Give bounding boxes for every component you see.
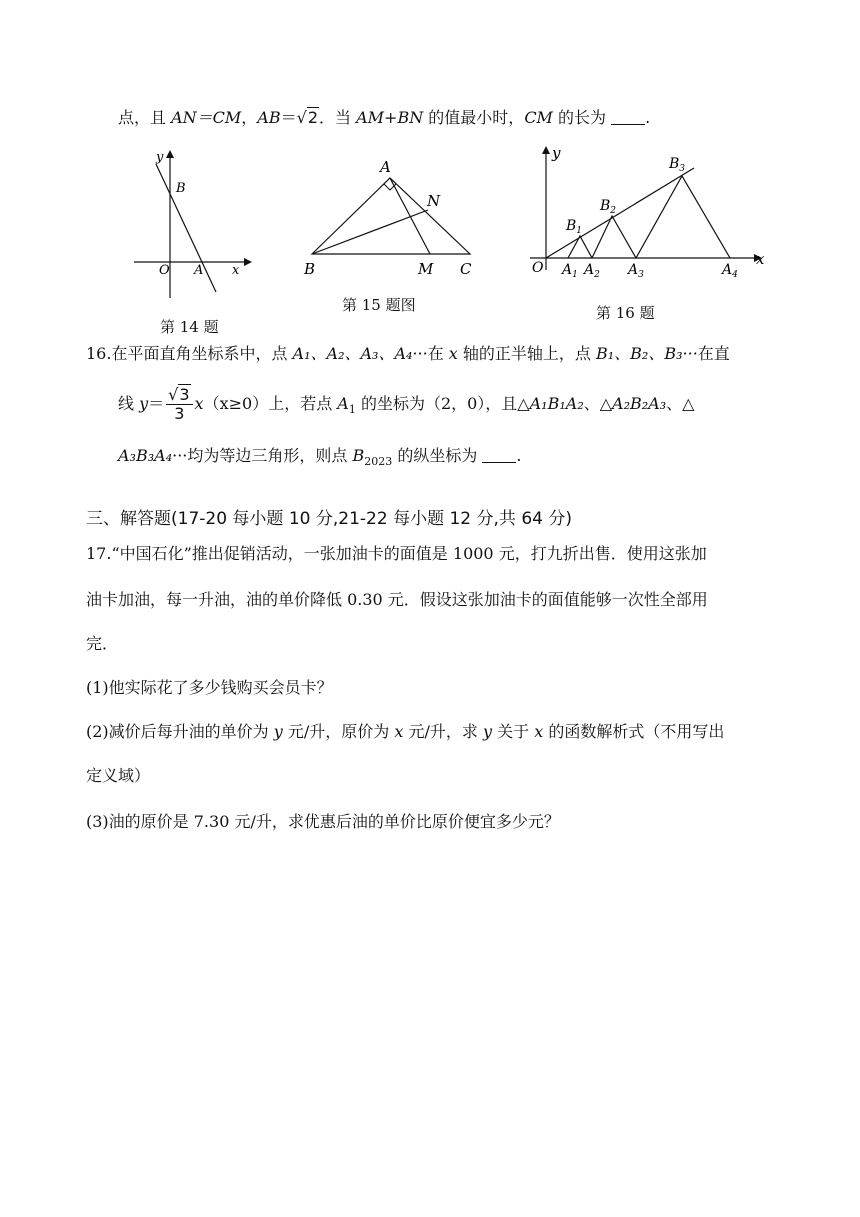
q17-sub2-y2: y <box>483 722 493 741</box>
fig14-label-y: y <box>156 150 164 165</box>
fig14-label-o: O <box>159 263 170 278</box>
fig14-label-b: B <box>176 181 186 196</box>
figure-14 <box>126 142 256 307</box>
fig15-label-a: A <box>380 158 391 176</box>
q16-coord: 的坐标为（2，0），且△ <box>355 394 530 413</box>
q15-sep: ， <box>241 108 258 127</box>
q16-line2-mid: 上，若点 <box>268 394 338 413</box>
q16-line1-mid2: 轴的正半轴上，点 <box>457 344 596 363</box>
q16-sep: 、△ <box>583 394 613 413</box>
q16-a1-sub: 1 <box>348 403 356 416</box>
fig15-label-m: M <box>418 260 434 278</box>
fig16-label-a4: $A_4$ <box>722 262 738 280</box>
fig16-label-y: y <box>552 144 561 162</box>
q16-a1: A <box>337 394 349 413</box>
q17-sub3: (3)油的原价是 7.30 元/升，求优惠后油的单价比原价便宜多少元？ <box>86 812 560 831</box>
q16-b: B <box>352 446 365 465</box>
q16-line2-end: 、△ <box>666 394 695 413</box>
fig16-label-b2: $B_2$ <box>600 198 617 216</box>
fig14-label-x: x <box>232 263 240 278</box>
q16-tri1: A₁B₁A₂ <box>529 394 584 413</box>
q15-text3: 的长为 <box>552 108 607 127</box>
q16-line3-end: 的纵坐标为 <box>392 446 478 465</box>
q17-sub2-x: x <box>394 722 404 741</box>
q17-sub2-c: 元/升，求 <box>403 722 483 741</box>
q15-prefix: 点，且 <box>118 108 172 127</box>
q15-eq1: AN＝CM <box>171 108 242 127</box>
fig16-label-a2: $A_2$ <box>584 262 600 280</box>
q16-line2-prefix: 线 <box>118 394 140 413</box>
q17-sub2 <box>86 722 724 742</box>
fig14-caption: 第 14 题 <box>160 318 219 336</box>
q16-eq: ＝ <box>148 394 165 413</box>
q17-line3: 完． <box>86 634 119 653</box>
q16-line3-mid: ···均为等边三角形，则点 <box>172 446 353 465</box>
q16-cond: （x≥0） <box>203 394 269 413</box>
q15-end: . <box>645 108 651 127</box>
answer-blank-16 <box>482 448 516 463</box>
q15-ab: AB <box>257 108 281 127</box>
sqrt3-over-3 <box>166 386 192 423</box>
q17-sub2-y: y <box>273 722 283 741</box>
fig16-caption: 第 16 题 <box>596 304 655 322</box>
q17-sub2-x2: x <box>534 722 544 741</box>
q16-y: y <box>139 394 149 413</box>
q16-tri2: A₂B₂A₃ <box>612 394 667 413</box>
answer-blank <box>611 110 645 125</box>
sqrt-2: √2 <box>296 108 319 127</box>
frac-numerator: √3 <box>166 386 192 405</box>
q16-a-points: A₁、A₂、A₃、A₄··· <box>292 344 428 363</box>
q16-line1-end: 在直 <box>697 344 730 363</box>
q16-line1 <box>86 344 730 364</box>
q16-line1-mid: 在 <box>427 344 449 363</box>
fig15-label-n: N <box>427 192 441 210</box>
section-heading: 三、解答题(17-20 每小题 10 分,21-22 每小题 12 分,共 64 分) <box>86 509 572 529</box>
q16-line1-prefix: 16.在平面直角坐标系中，点 <box>86 344 293 363</box>
fig16-label-b3: $B_3$ <box>669 156 686 174</box>
q17-sub2-e: 的函数解析式（不用写出 <box>543 722 725 741</box>
q17-line2: 油卡加油，每一升油，油的单价降低 0.30 元．假设这张加油卡的面值能够一次性全部用 <box>86 590 708 609</box>
q17-line1: 17.“中国石化”推出促销活动，一张加油卡的面值是 1000 元，打九折出售．使用这张加 <box>86 544 707 563</box>
q16-line2 <box>118 384 694 430</box>
q16-b-sub: 2023 <box>364 455 393 468</box>
q17-sub2-d: 关于 <box>492 722 535 741</box>
sqrt-radicand: 2 <box>307 108 319 127</box>
fig15-caption: 第 15 题图 <box>342 296 416 314</box>
q15-text2: 的值最小时， <box>423 108 525 127</box>
frac-num-radicand: 3 <box>179 385 190 404</box>
q16-x: x <box>448 344 458 363</box>
fig15-label-c: C <box>460 260 472 278</box>
q15-mid: ．当 <box>319 108 357 127</box>
q17-sub1: (1)他实际花了多少钱购买会员卡？ <box>86 678 333 697</box>
frac-denominator: 3 <box>174 404 185 423</box>
fig16-label-b1: $B_1$ <box>566 218 583 236</box>
q17-sub2-line2: 定义域） <box>86 766 151 785</box>
fig14-label-a: A <box>194 263 204 278</box>
figure-16 <box>524 140 770 280</box>
fig16-label-a3: $A_3$ <box>628 262 644 280</box>
q17-sub2-a: (2)减价后每升油的单价为 <box>86 722 274 741</box>
q16-b-points: B₁、B₂、B₃··· <box>596 344 698 363</box>
q15-expr: AM+BN <box>356 108 424 127</box>
q16-tri3: A₃B₃A₄ <box>118 446 173 465</box>
fig16-label-x: x <box>756 250 765 268</box>
fig16-label-a1: $A_1$ <box>562 262 578 280</box>
q16-dot: . <box>516 446 522 465</box>
q15-eq: ＝ <box>280 108 297 127</box>
q15-cm: CM <box>524 108 553 127</box>
q17-sub2-b: 元/升，原价为 <box>282 722 395 741</box>
fig15-label-b: B <box>304 260 316 278</box>
fig16-label-o: O <box>532 260 544 276</box>
q16-line3 <box>118 446 522 472</box>
q16-x2: x <box>194 394 204 413</box>
q15-tail-line <box>118 108 650 128</box>
figure-15 <box>296 150 486 280</box>
